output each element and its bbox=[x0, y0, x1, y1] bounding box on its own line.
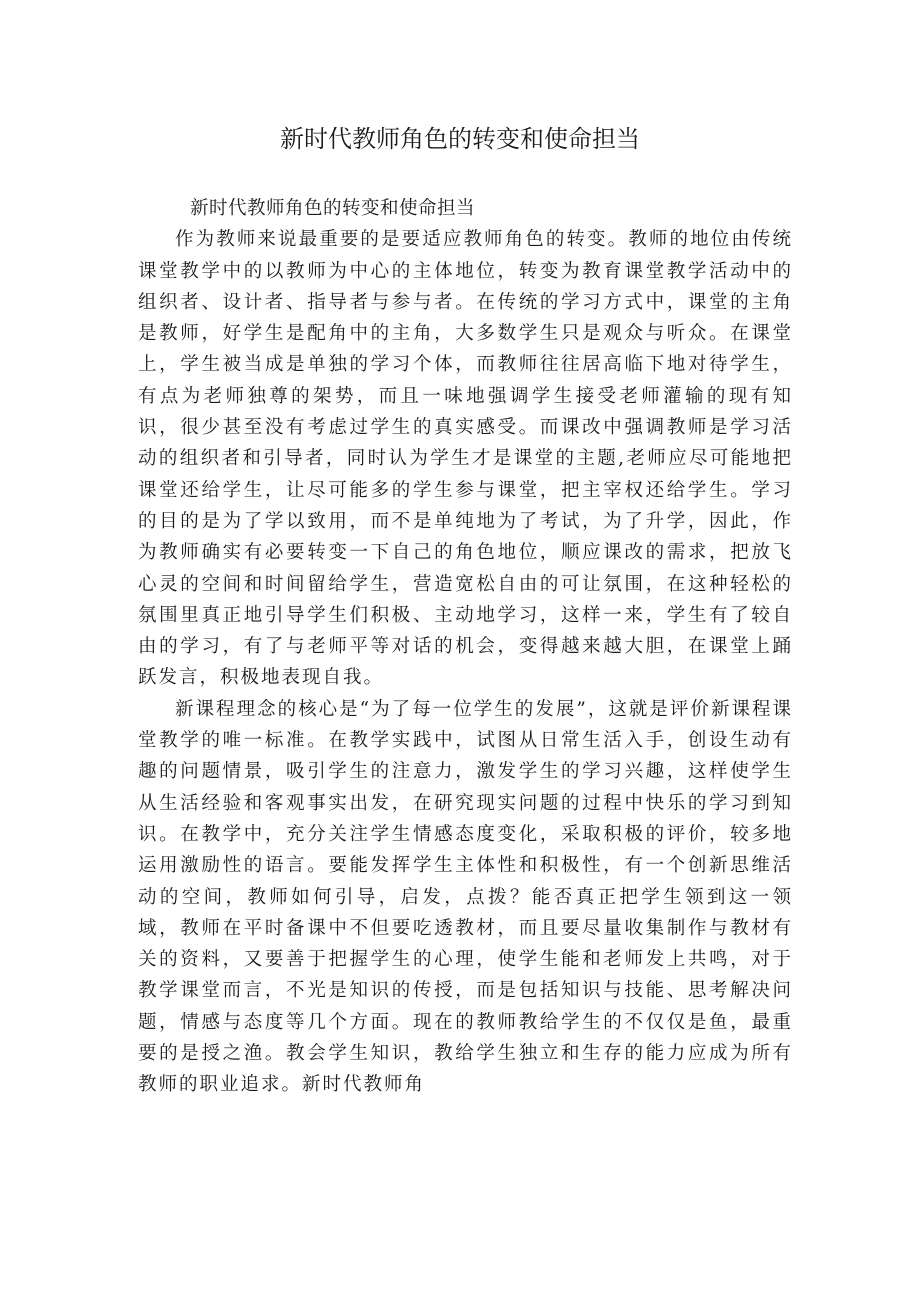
document-title: 新时代教师角色的转变和使命担当 bbox=[280, 125, 640, 153]
document-subtitle: 新时代教师角色的转变和使命担当 bbox=[190, 198, 476, 219]
paragraph-1: 作为教师来说最重要的是要适应教师角色的转变。教师的地位由传统课堂教学中的以教师为中心的主体地位，转变为教育课堂教学活动中的组织者、设计者、指导者与参与者。在传统的学习方式中，课堂的主角是教师，好学生是配角中的主角，大多数学生只是观众与听众。在课堂上，学生被当成是单独的学习个体，而教师往往居高临下地对待学生，有点为老师独尊的架势，而且一味地强调学生接受老师灌输的现有知识，很少甚至没有考虑过学生的真实感受。而课改中强调教师是学习活动的组织者和引导者，同时认为学生才是课堂的主题,老师应尽可能地把课堂还给学生，让尽可能多的学生参与课堂，把主宰权还给学生。学习的目的是为了学以致用，而不是单纯地为了考试，为了升学，因此，作为教师确实有必要转变一下自己的角色地位，顺应课改的需求，把放飞心灵的空间和时间留给学生，营造宽松自由的可让氛围，在这种轻松的氛围里真正地引导学生们积极、主动地学习，这样一来，学生有了较自由的学习，有了与老师平等对话的机会，变得越来越大胆，在课堂上踊跃发言，积极地表现自我。 bbox=[138, 229, 793, 689]
paragraph-2: 新课程理念的核心是“为了每一位学生的发展”，这就是评价新课程课堂教学的唯一标准。在教学实践中，试图从日常生活入手，创设生动有趣的问题情景，吸引学生的注意力，激发学生的学习兴趣，这样使学生从生活经验和客观事实出发，在研究现实问题的过程中快乐的学习到知识。在教学中，充分关注学生情感态度变化，采取积极的评价，较多地运用激励性的语言。要能发挥学生主体性和积极性，有一个创新思维活动的空间，教师如何引导，启发，点拨？能否真正把学生领到这一领域，教师在平时备课中不但要吃透教材，而且要尽量收集制作与教材有关的资料，又要善于把握学生的心理，使学生能和老师发上共鸣，对于教学课堂而言，不光是知识的传授，而是包括知识与技能、思考解决问题，情感与态度等几个方面。现在的教师教给学生的不仅仅是鱼，最重要的是授之渔。教会学生知识，教给学生独立和生存的能力应成为所有教师的职业追求。新时代教师角 bbox=[138, 698, 793, 1096]
document-body bbox=[138, 193, 793, 1101]
